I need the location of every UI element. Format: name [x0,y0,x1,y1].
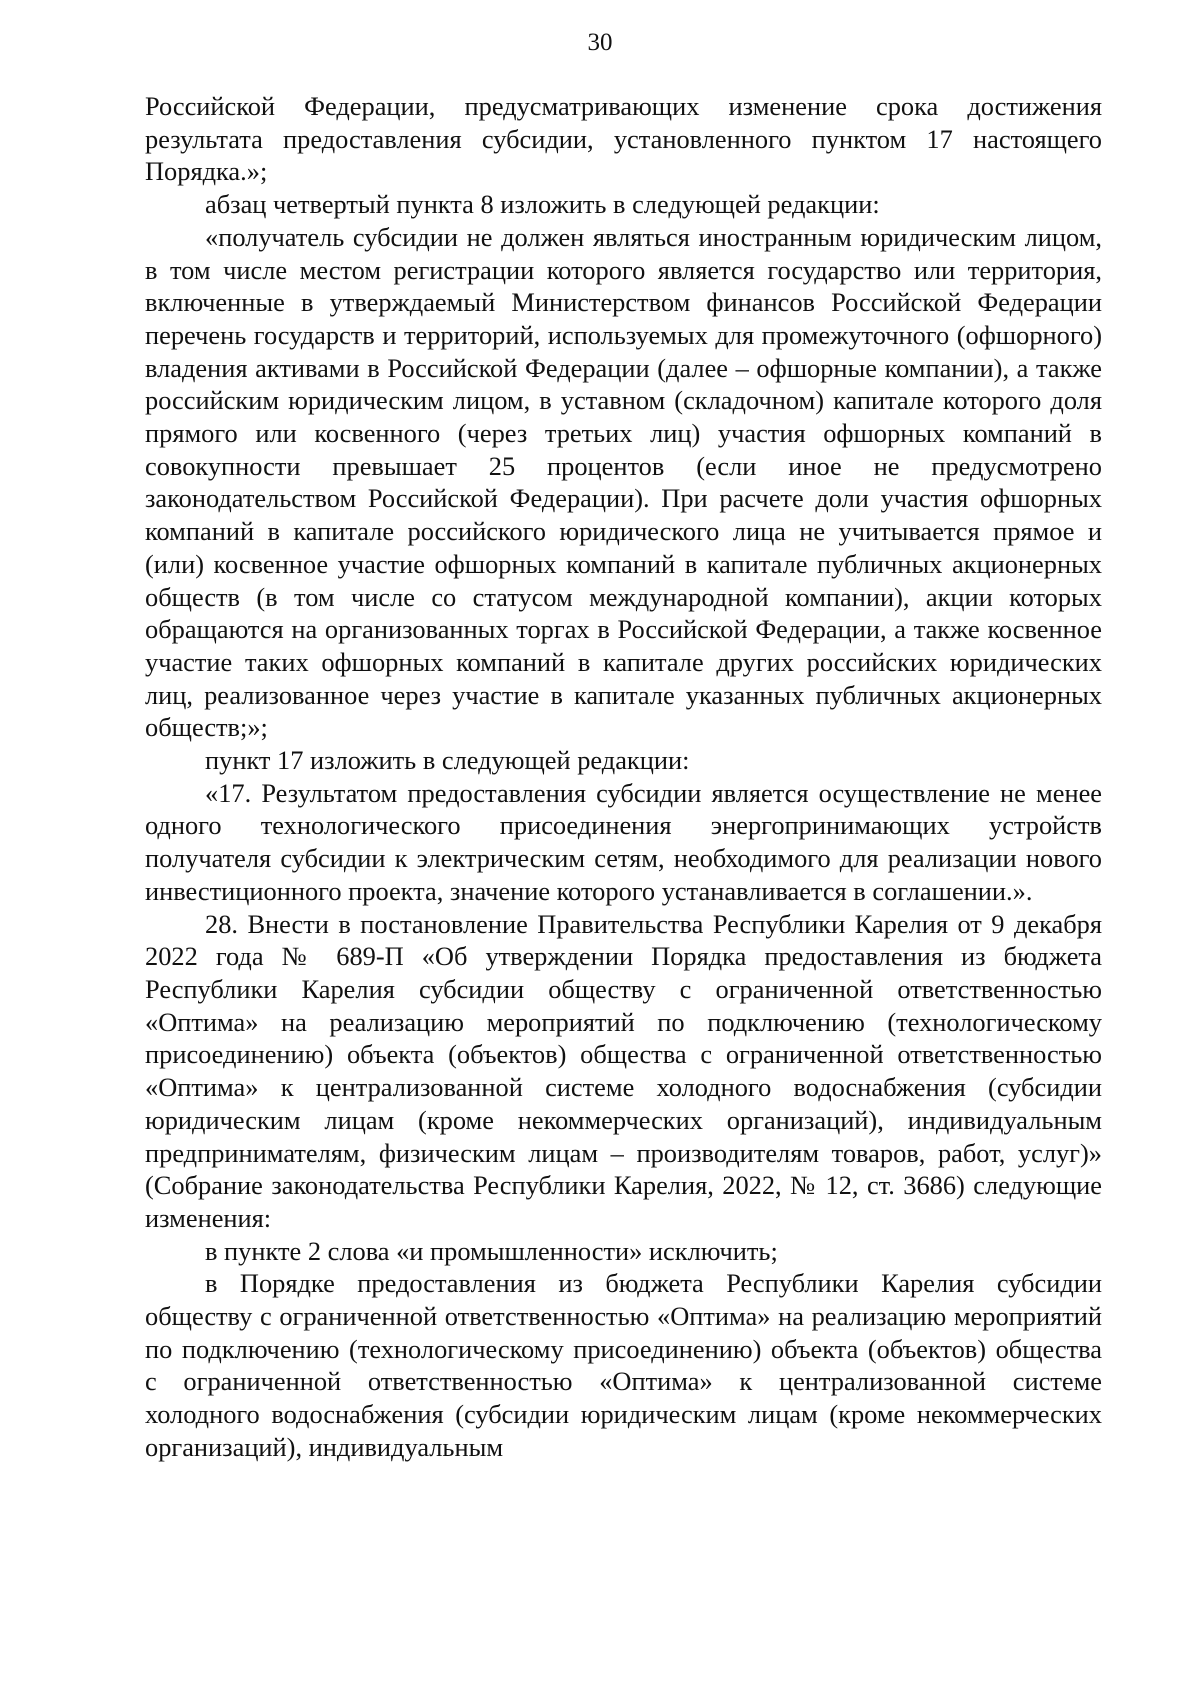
paragraph-item-28: 28. Внести в постановление Правительства Республики Карелия от 9 декабря 2022 года № 689-П «Об утверждении Порядка предоставления из бюджета Республики Карелия субсидии обществу с ограниченной ответственностью «Оптима» на реализацию мероприятий по подключению (технологическому присоединению) объекта (объектов) общества с ограниченной ответственностью «Оптима» к централизованной системе холодного водоснабжения (субсидии юридическим лицам (кроме некоммерческих организаций), индивидуальным предпринимателям, физическим лицам – производителям товаров, работ, услуг)» (Собрание законодательства Республики Карелия, 2022, № 12, ст. 3686) следующие изменения: [145,908,1102,1233]
paragraph-procedure-changes: в Порядке предоставления из бюджета Республики Карелия субсидии обществу с ограниченной ответственностью «Оптима» на реализацию мероприятий по подключению (технологическому присоединению) объекта (объектов) общества с ограниченной ответственностью «Оптима» к централизованной системе холодного водоснабжения (субсидии юридическим лицам (кроме некоммерческих организаций), индивидуальным [145,1268,1102,1462]
paragraph-result-clause: «17. Результатом предоставления субсидии является осуществление не менее одного технологического присоединения энергопринимающих устройств получателя субсидии к электрическим сетям, необходимого для реализации нового инвестиционного проекта, значение которого устанавливается в соглашении.». [145,777,1102,906]
paragraph-item-2-change: в пункте 2 слова «и промышленности» исключить; [205,1235,778,1266]
paragraph-continuation: Российской Федерации, предусматривающих изменение срока достижения результата предоставления субсидии, установленного пунктом 17 настоящего Порядка.»; [145,91,1102,187]
paragraph-amendment-item-8: абзац четвертый пункта 8 изложить в следующей редакции: [205,189,880,220]
page-number: 30 [587,29,613,56]
document-body [145,90,1102,1464]
paragraph-offshore-clause: «получатель субсидии не должен являться иностранным юридическим лицом, в том числе местом регистрации которого является государство или территория, включенные в утверждаемый Министерством финансов Российской Федерации перечень государств и территорий, используемых для промежуточного (офшорного) владения активами в Российской Федерации (далее – офшорные компании), а также российским юридическим лицом, в уставном (складочном) капитале которого доля прямого или косвенного (через третьих лиц) участия офшорных компаний в совокупности превышает 25 процентов (если иное не предусмотрено законодательством Российской Федерации). При расчете доли участия офшорных компаний в капитале российского юридического лица не учитывается прямое и (или) косвенное участие офшорных компаний в капитале публичных акционерных обществ (в том числе со статусом международной компании), акции которых обращаются на организованных торгах в Российской Федерации, а также косвенное участие таких офшорных компаний в капитале других российских юридических лиц, реализованное через участие в капитале указанных публичных акционерных обществ;»; [145,221,1102,743]
paragraph-amendment-item-17: пункт 17 изложить в следующей редакции: [205,745,690,776]
